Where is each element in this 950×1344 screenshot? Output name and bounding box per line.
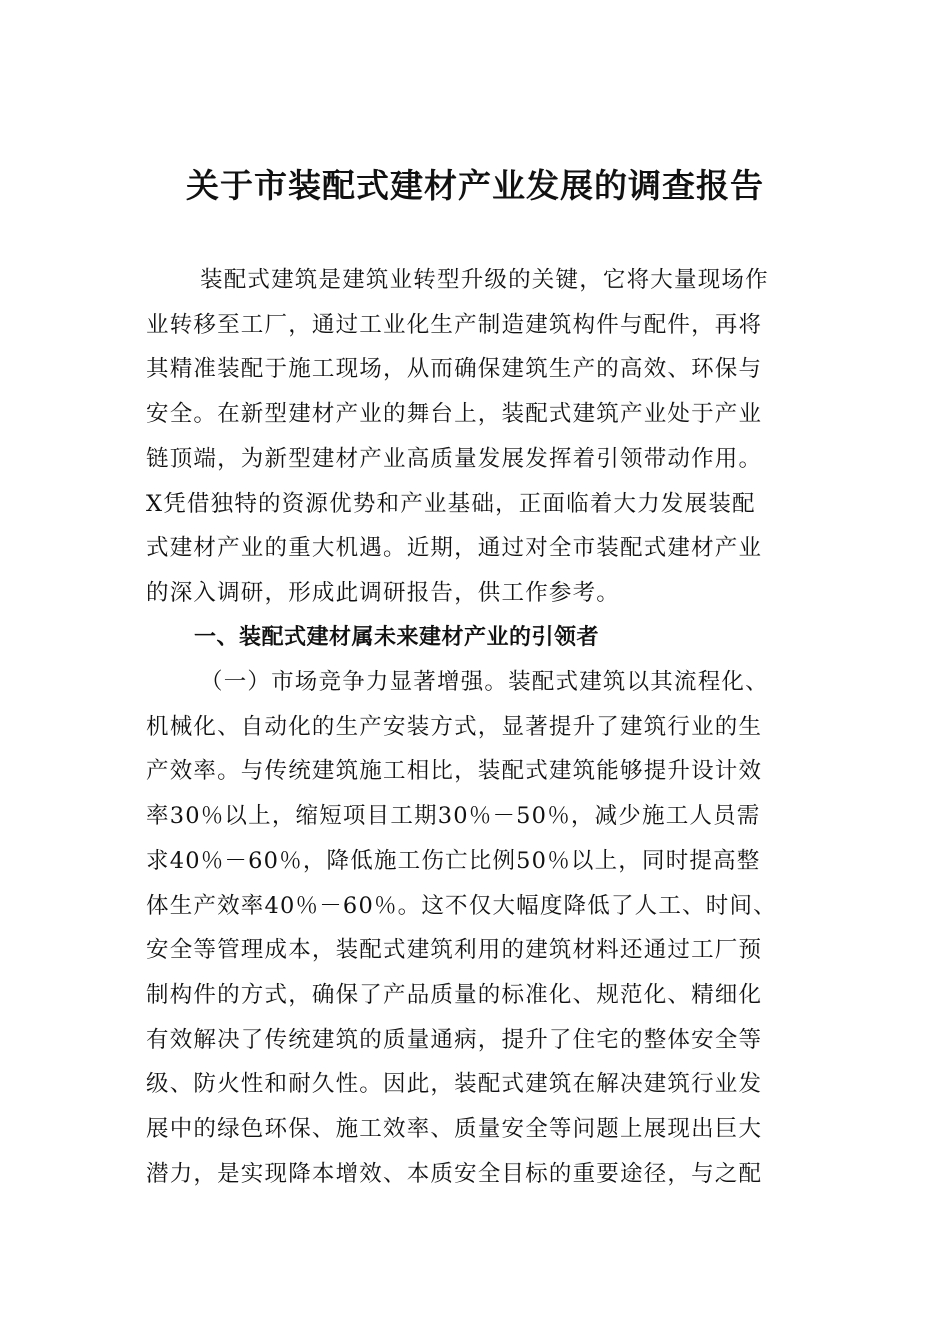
intro-paragraph xyxy=(146,258,811,616)
paragraph-line: 体生产效率40％－60％。这不仅大幅度降低了人工、时间、 xyxy=(146,892,777,919)
paragraph-line: 安全。在新型建材产业的舞台上，装配式建筑产业处于产业 xyxy=(146,401,763,428)
paragraph-line: 产效率。与传统建筑施工相比，装配式建筑能够提升设计效 xyxy=(146,758,763,785)
paragraph-line: 业转移至工厂，通过工业化生产制造建筑构件与配件，再将 xyxy=(146,311,763,338)
paragraph-line: 式建材产业的重大机遇。近期，通过对全市装配式建材产业 xyxy=(146,535,763,562)
paragraph-line: 的深入调研，形成此调研报告，供工作参考。 xyxy=(146,579,621,606)
paragraph-line: 安全等管理成本，装配式建筑利用的建筑材料还通过工厂预 xyxy=(146,937,763,964)
paragraph-line: 其精准装配于施工现场，从而确保建筑生产的高效、环保与 xyxy=(146,356,763,383)
paragraph-line: 级、防火性和耐久性。因此，装配式建筑在解决建筑行业发 xyxy=(146,1071,763,1098)
paragraph-line: （一）市场竞争力显著增强。装配式建筑以其流程化、 xyxy=(200,669,769,695)
paragraph-line: 制构件的方式，确保了产品质量的标准化、规范化、精细化 xyxy=(146,981,763,1008)
section-heading: 一、装配式建材属未来建材产业的引领者 xyxy=(194,625,600,650)
paragraph-line: 展中的绿色环保、施工效率、质量安全等问题上展现出巨大 xyxy=(146,1116,763,1143)
paragraph-line: 率30％以上，缩短项目工期30％－50％，减少施工人员需 xyxy=(146,803,761,830)
paragraph-line: 求40％－60％，降低施工伤亡比例50％以上，同时提高整 xyxy=(146,847,761,874)
paragraph-line: 机械化、自动化的生产安装方式，显著提升了建筑行业的生 xyxy=(146,713,763,740)
section-paragraph xyxy=(146,660,811,1196)
paragraph-line: 潜力，是实现降本增效、本质安全目标的重要途径，与之配 xyxy=(146,1160,763,1187)
paragraph-line: 有效解决了传统建筑的质量通病，提升了住宅的整体安全等 xyxy=(146,1026,763,1053)
paragraph-line: 链顶端，为新型建材产业高质量发展发挥着引领带动作用。 xyxy=(146,445,763,472)
paragraph-line: 装配式建筑是建筑业转型升级的关键，它将大量现场作 xyxy=(200,267,769,293)
document-title: 关于市装配式建材产业发展的调查报告 xyxy=(186,166,764,205)
paragraph-line: X凭借独特的资源优势和产业基础，正面临着大力发展装配 xyxy=(146,490,756,517)
